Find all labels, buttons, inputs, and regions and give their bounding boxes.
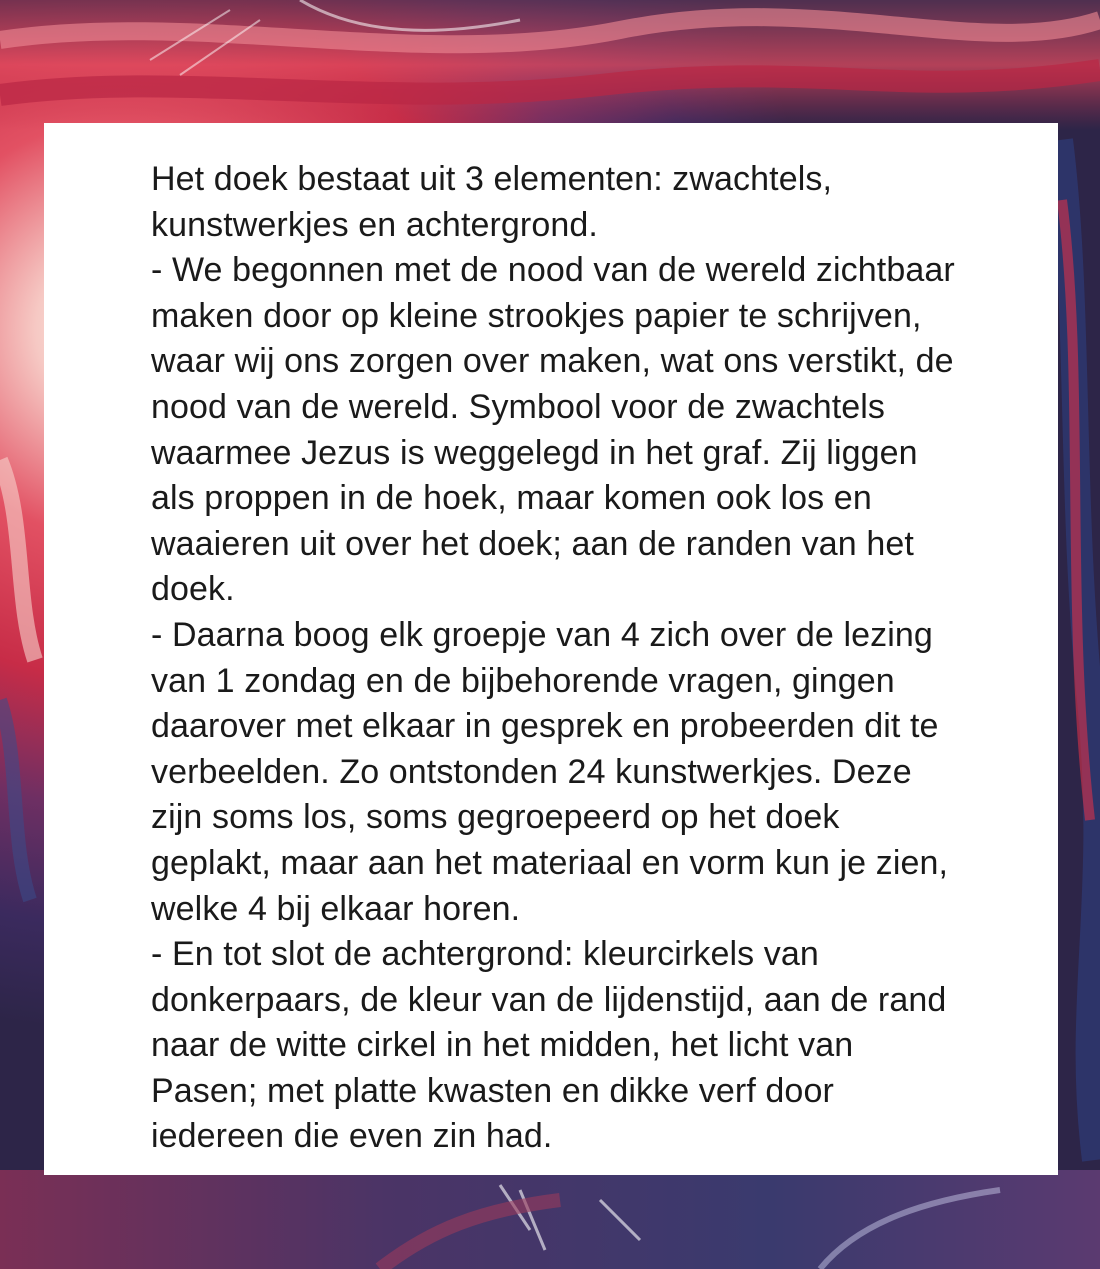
text-line: - Daarna boog elk groepje van 4 zich over de lezing <box>151 615 933 654</box>
text-line: Het doek bestaat uit 3 elementen: zwachtels, <box>151 160 833 198</box>
text-line: zijn soms los, soms gegroepeerd op het doek <box>151 798 840 837</box>
text-line: welke 4 bij elkaar horen. <box>151 889 521 928</box>
text-line: maken door op kleine strookjes papier te schrijven, <box>151 296 922 335</box>
text-line: naar de witte cirkel in het midden, het licht van <box>151 1026 854 1065</box>
text-line: - En tot slot de achtergrond: kleurcirkels van <box>151 935 819 974</box>
text-line: Pasen; met platte kwasten en dikke verf door <box>151 1071 834 1110</box>
text-line: verbeelden. Zo ontstonden 24 kunstwerkjes. Deze <box>151 752 912 791</box>
text-line: iedereen die even zin had. <box>151 1117 553 1156</box>
text-line: waar wij ons zorgen over maken, wat ons verstikt, de <box>151 342 954 381</box>
text-line: waarmee Jezus is weggelegd in het graf. Zij liggen <box>151 433 918 472</box>
text-line: kunstwerkjes en achtergrond. <box>151 205 598 244</box>
text-line: geplakt, maar aan het materiaal en vorm kun je zien, <box>151 843 949 882</box>
text-line: nood van de wereld. Symbool voor de zwachtels <box>151 387 886 426</box>
text-line: waaieren uit over het doek; aan de randen van het <box>151 524 914 563</box>
text-line: als proppen in de hoek, maar komen ook los en <box>151 479 872 518</box>
text-line: donkerpaars, de kleur van de lijdenstijd, aan de rand <box>151 980 947 1019</box>
text-line: van 1 zondag en de bijbehorende vragen, gingen <box>151 661 895 700</box>
text-line: doek. <box>151 570 235 609</box>
text-card <box>44 123 1058 1175</box>
text-line: - We begonnen met de nood van de wereld zichtbaar <box>151 251 955 290</box>
text-line: daarover met elkaar in gesprek en probeerden dit te <box>151 707 939 746</box>
